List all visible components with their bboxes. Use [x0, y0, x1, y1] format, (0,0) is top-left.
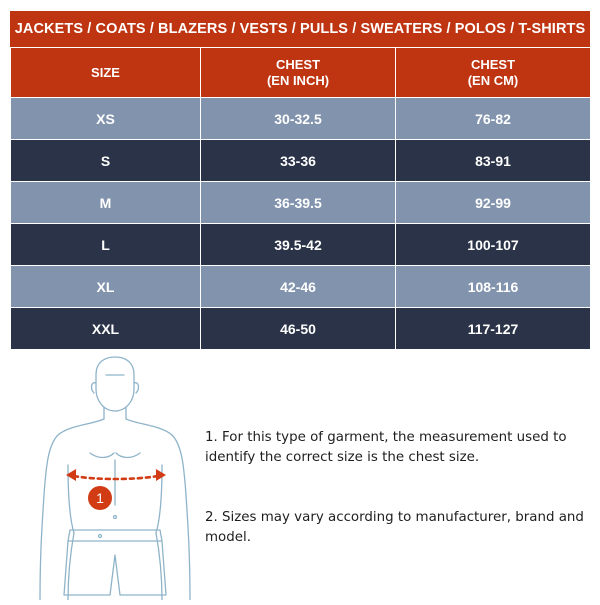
table-row	[11, 224, 591, 266]
size-cell: XXL	[11, 308, 201, 350]
table-row	[11, 140, 591, 182]
chest-cm-cell: 117-127	[396, 308, 591, 350]
note-size-variation: 2. Sizes may vary according to manufacturer, brand and model.	[205, 510, 584, 545]
note-chest-size: 1. For this type of garment, the measurement used to identify the correct size is the chest size.	[205, 430, 567, 465]
table-row	[11, 308, 591, 350]
header-chest-cm-line1: CHEST	[470, 56, 516, 72]
size-cell: XS	[11, 98, 201, 140]
body-outline-icon	[30, 355, 200, 600]
header-chest-inch-line1: CHEST	[275, 56, 321, 72]
category-title: JACKETS / COATS / BLAZERS / VESTS / PULLS / SWEATERS / POLOS / T-SHIRTS	[14, 21, 586, 37]
measurement-marker-number: 1	[96, 490, 104, 506]
chest-inch-cell: 33-36	[201, 140, 396, 182]
chest-cm-cell: 108-116	[396, 266, 591, 308]
header-chest-inch	[201, 48, 396, 98]
chest-inch-cell: 42-46	[201, 266, 396, 308]
chest-inch-cell: 36-39.5	[201, 182, 396, 224]
sizing-notes	[205, 428, 585, 588]
header-chest-cm-line2: (EN CM)	[467, 72, 519, 88]
chest-inch-cell: 39.5-42	[201, 224, 396, 266]
header-chest-inch-line2: (EN INCH)	[266, 72, 330, 88]
category-banner	[10, 11, 590, 47]
chest-cm-cell: 83-91	[396, 140, 591, 182]
size-cell: XL	[11, 266, 201, 308]
header-size: SIZE	[11, 48, 201, 98]
chest-cm-cell: 100-107	[396, 224, 591, 266]
header-chest-cm	[396, 48, 591, 98]
table-row	[11, 266, 591, 308]
size-chart-table	[10, 47, 591, 350]
table-row	[11, 182, 591, 224]
table-row	[11, 98, 591, 140]
size-cell: M	[11, 182, 201, 224]
chest-cm-cell: 76-82	[396, 98, 591, 140]
chest-inch-cell: 30-32.5	[201, 98, 396, 140]
chest-cm-cell: 92-99	[396, 182, 591, 224]
table-header-row	[11, 48, 591, 98]
body-measurement-figure	[30, 355, 200, 600]
size-cell: L	[11, 224, 201, 266]
size-cell: S	[11, 140, 201, 182]
chest-inch-cell: 46-50	[201, 308, 396, 350]
